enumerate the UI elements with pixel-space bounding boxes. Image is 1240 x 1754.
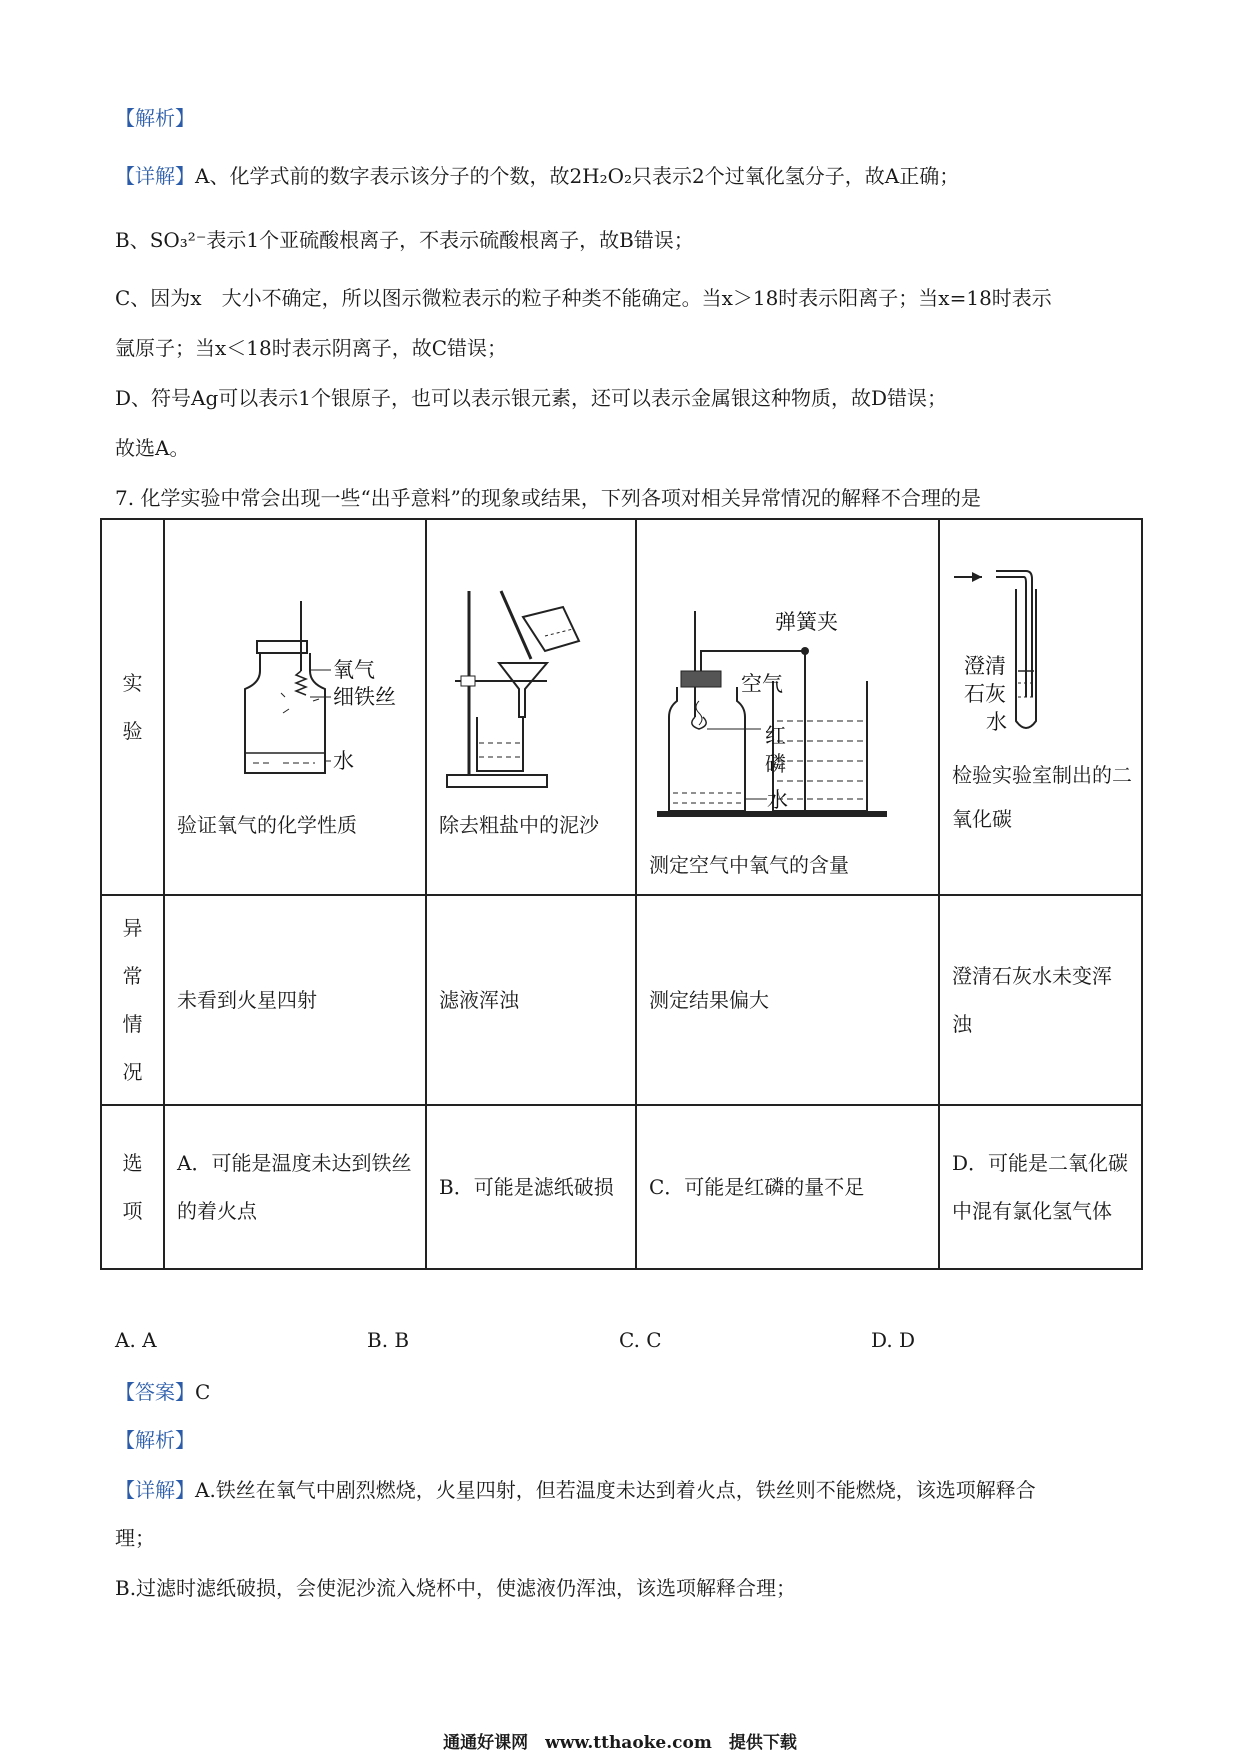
label-spring-clamp: 弹簧夹	[775, 610, 838, 634]
abnormal-d: 澄清石灰水未变浑浊	[939, 895, 1142, 1105]
row-label-abnormal: 异 常 情 况	[101, 895, 164, 1105]
caption-oxygen: 验证氧气的化学性质	[177, 813, 357, 837]
choice-d[interactable]: D. D	[871, 1328, 916, 1352]
label-iron-wire: 细铁丝	[333, 685, 396, 709]
analysis-text-a1: A.铁丝在氧气中剧烈燃烧，火星四射，但若温度未达到着火点，铁丝则不能燃烧，该选项解释合	[195, 1478, 1036, 1502]
option-a: A．可能是温度未达到铁丝的着火点	[164, 1105, 426, 1269]
row-label-options: 选 项	[101, 1105, 164, 1269]
detail-text-a: A、化学式前的数字表示该分子的个数，故2H₂O₂只表示2个过氧化氢分子，故A正确；	[195, 164, 960, 188]
detail-line-c2: 氩原子；当x＜18时表示阴离子，故C错误；	[115, 336, 508, 360]
detail-label-top: 【详解】	[115, 164, 195, 188]
choice-b[interactable]: B. B	[367, 1328, 410, 1352]
analysis-line-b: B.过滤时滤纸破损，会使泥沙流入烧杯中，使滤液仍浑浊，该选项解释合理；	[115, 1576, 797, 1600]
analysis-label-top: 【解析】	[115, 106, 195, 130]
analysis-label-bottom: 【解析】	[115, 1428, 195, 1452]
label-water: 水	[333, 749, 354, 773]
label-limewater-3: 水	[986, 710, 1007, 734]
conclusion-line: 故选A。	[115, 436, 190, 460]
experiment-cell-filtration	[426, 519, 636, 895]
label-limewater-1: 澄清	[964, 654, 1006, 678]
experiment-cell-air-oxygen	[636, 519, 939, 895]
phosphorus-bottle-diagram	[637, 521, 940, 893]
label-limewater-2: 石灰	[964, 682, 1006, 706]
row-label-experiment: 实 验	[101, 519, 164, 895]
table-row-abnormal	[101, 895, 1142, 1105]
option-c: C．可能是红磷的量不足	[636, 1105, 939, 1269]
experiment-cell-co2	[939, 519, 1142, 895]
caption-co2: 检验实验室制出的二氧化碳	[952, 763, 1132, 831]
detail-line-a	[115, 162, 959, 190]
abnormal-a: 未看到火星四射	[164, 895, 426, 1105]
answer-value: C	[195, 1380, 211, 1404]
analysis-line-a1	[115, 1476, 1036, 1504]
label-phosphorus: 磷	[765, 752, 786, 776]
option-d: D．可能是二氧化碳中混有氯化氢气体	[939, 1105, 1142, 1269]
question-stem: 7. 化学实验中常会出现一些“出乎意料”的现象或结果，下列各项对相关异常情况的解释不合理的是	[115, 486, 981, 510]
abnormal-b: 滤液浑浊	[426, 895, 636, 1105]
label-oxygen: 氧气	[333, 658, 375, 682]
detail-line-d: D、符号Ag可以表示1个银原子，也可以表示银元素，还可以表示金属银这种物质，故D错误；	[115, 386, 948, 410]
table-row-options	[101, 1105, 1142, 1269]
caption-filtration: 除去粗盐中的泥沙	[439, 813, 599, 837]
abnormal-c: 测定结果偏大	[636, 895, 939, 1105]
choice-a[interactable]: A. A	[115, 1328, 157, 1352]
label-air: 空气	[741, 672, 783, 696]
table-row-experiment	[101, 519, 1142, 895]
experiment-cell-oxygen	[164, 519, 426, 895]
detail-label-bottom: 【详解】	[115, 1478, 195, 1502]
answer-label: 【答案】	[115, 1380, 195, 1404]
page-footer: 通通好课网 www.tthaoke.com 提供下载	[443, 1733, 797, 1753]
answer-line	[115, 1378, 210, 1406]
label-water: 水	[767, 788, 788, 812]
detail-line-c1: C、因为x 大小不确定，所以图示微粒表示的粒子种类不能确定。当x＞18时表示阳离子；当x=18时表示	[115, 286, 1052, 310]
detail-line-b: B、SO₃²⁻表示1个亚硫酸根离子，不表示硫酸根离子，故B错误；	[115, 228, 694, 252]
analysis-line-a2: 理；	[115, 1526, 155, 1550]
option-b: B．可能是滤纸破损	[426, 1105, 636, 1269]
caption-air-oxygen: 测定空气中氧气的含量	[649, 853, 849, 877]
label-red: 红	[765, 724, 786, 748]
experiment-table	[100, 518, 1143, 1270]
choice-c[interactable]: C. C	[619, 1328, 662, 1352]
